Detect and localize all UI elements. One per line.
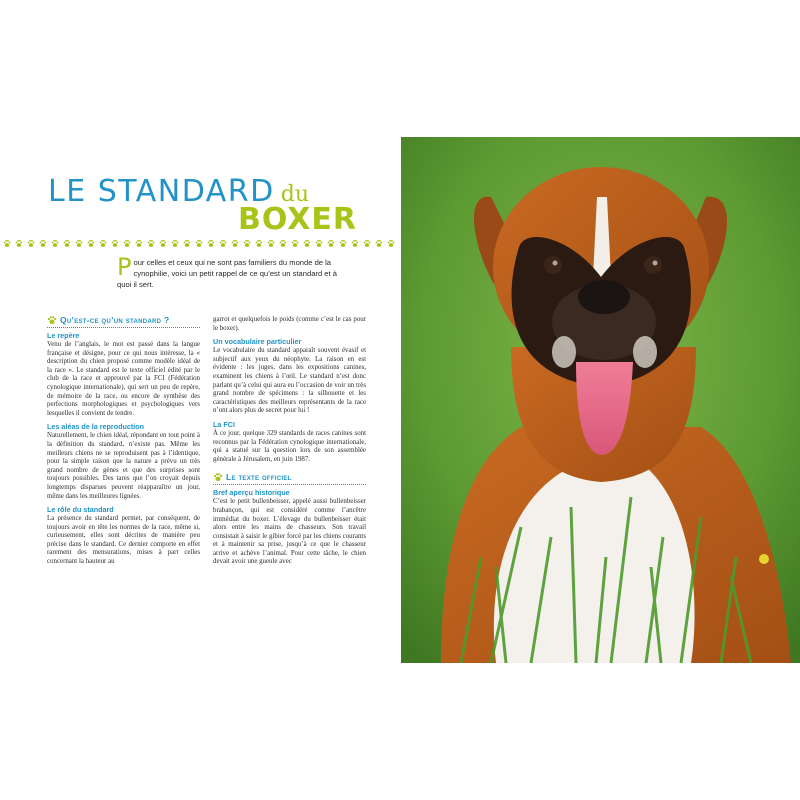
text-column-1 bbox=[47, 315, 200, 571]
text-column-2 bbox=[213, 316, 366, 571]
paragraph-role-continued: garrot et quelquefois le poids (comme c’est le cas pour le boxer). bbox=[213, 316, 366, 332]
subheading-bref: Bref aperçu historique bbox=[213, 488, 290, 498]
paw-icon bbox=[364, 240, 371, 247]
paw-icon bbox=[244, 240, 251, 247]
paw-icon bbox=[232, 240, 239, 247]
subheading-vocabulaire: Un vocabulaire particulier bbox=[213, 337, 302, 347]
text-page bbox=[0, 137, 400, 663]
section-heading-standard bbox=[47, 315, 200, 328]
subheading-aleas: Les aléas de la reproduction bbox=[47, 422, 145, 432]
paw-icon bbox=[172, 240, 179, 247]
paw-divider bbox=[2, 239, 398, 248]
paw-icon bbox=[316, 240, 323, 247]
paw-icon bbox=[184, 240, 191, 247]
intro-paragraph bbox=[117, 253, 343, 290]
paw-icon bbox=[28, 240, 35, 247]
subheading-repere: Le repère bbox=[47, 331, 80, 340]
paw-icon bbox=[88, 240, 95, 247]
intro-text: our celles et ceux qui ne sont pas familiers du monde de la cynophilie, voici un petit rappel de ce qu’est un standard et à quoi il sert. bbox=[117, 258, 337, 289]
paw-icon bbox=[47, 315, 57, 325]
drop-cap: P bbox=[117, 253, 132, 281]
paw-icon bbox=[196, 240, 203, 247]
boxer-illustration bbox=[401, 137, 800, 663]
paw-icon bbox=[76, 240, 83, 247]
paw-icon bbox=[280, 240, 287, 247]
paw-icon bbox=[292, 240, 299, 247]
paw-icon bbox=[256, 240, 263, 247]
paragraph-vocabulaire: Le vocabulaire du standard apparaît souvent évasif et subjectif aux yeux du néophyte. La raison en est évidente : les juges, dans les expositions canines, examinent les chiens à l’œil. Le standard n’est donc parlant qu’à celui qui aura eu l’occasion de voir un très grand nombre de spécimens : la silhouette et les caractéristiques des meilleurs représentants de la race n’ont alors plus de secret pour lui ! bbox=[213, 347, 366, 415]
paw-icon bbox=[100, 240, 107, 247]
paw-icon bbox=[268, 240, 275, 247]
paw-icon bbox=[213, 472, 223, 482]
paw-icon bbox=[352, 240, 359, 247]
paw-icon bbox=[304, 240, 311, 247]
paragraph-aleas: Naturellement, le chien idéal, répondant en tout point à la définition du standard, n’existe pas. Même les meilleurs chiens ne se reproduisent pas à l’identique, pour la simple raison que la nature a prévu un très grand nombre de gènes et que des surprises sont toujours possibles. Des tares que l’on croyait depuis longtemps disparues peuvent réapparaître un jour, même dans les meilleures lignées. bbox=[47, 432, 200, 500]
paw-icon bbox=[376, 240, 383, 247]
title-breed: BOXER bbox=[238, 202, 358, 237]
paw-icon bbox=[160, 240, 167, 247]
paw-icon bbox=[40, 240, 47, 247]
section-heading-label: Qu’est-ce qu’un standard ? bbox=[60, 314, 170, 325]
paragraph-role: La présence du standard permet, par conséquent, de toujours avoir en tête les normes de la race, même si, curieusement, elles sont décrites de manière peu précise dans le standard. Ce dernier comporte en effet rarement des mensurations, mises à part celles concernant la hauteur au bbox=[47, 515, 200, 566]
paw-icon bbox=[52, 240, 59, 247]
title-main: LE STANDARD bbox=[48, 174, 275, 209]
paw-icon bbox=[112, 240, 119, 247]
paw-icon bbox=[124, 240, 131, 247]
paw-icon bbox=[328, 240, 335, 247]
subheading-role: Le rôle du standard bbox=[47, 505, 114, 515]
paw-icon bbox=[136, 240, 143, 247]
paw-icon bbox=[148, 240, 155, 247]
subheading-fci: La FCI bbox=[213, 419, 235, 429]
paragraph-bref: C’est le petit bullenbeisser, appelé aussi bullenbeisser brabançon, qui est considéré comme l’ancêtre immédiat du boxer. L’élevage du bullenbeisser était alors entre les mains de chasseurs. Son travail consistait à saisir le gibier forcé par les chiens courants et à maintenir sa prise, jusqu’à ce que le chasseur arrive et achève l’animal. Pour cette tâche, le chien devait avoir une gueule avec bbox=[213, 498, 366, 566]
section-heading-officiel bbox=[213, 472, 366, 485]
paw-icon bbox=[340, 240, 347, 247]
boxer-photo bbox=[401, 137, 800, 663]
section-heading-label: Le texte officiel bbox=[226, 472, 292, 483]
paw-icon bbox=[220, 240, 227, 247]
paragraph-repere: Venu de l’anglais, le mot est passé dans la langue française et désigne, pour ce qui nous intéresse, la « description du chien proposé comme modèle idéal de la race ». Le standard est le texte officiel édité par le club de la race et approuvé par la FCI (Fédération cynologique internationale), qui sert un peu de repère, de mémoire de la race, ou encore de synthèse des perfections morphologiques et psychologiques vers lesquelles il convient de tendre. bbox=[47, 341, 200, 417]
paragraph-fci: À ce jour, quelque 329 standards de races canines sont reconnus par la Fédération cynologique internationale, qui a statué sur la question lors de son assemblée générale à Jérusalem, en juin 1987. bbox=[213, 429, 366, 463]
paw-icon bbox=[388, 240, 395, 247]
paw-icon bbox=[64, 240, 71, 247]
paw-icon bbox=[16, 240, 23, 247]
paw-icon bbox=[208, 240, 215, 247]
title-connector: du bbox=[280, 182, 310, 207]
paw-icon bbox=[4, 240, 11, 247]
